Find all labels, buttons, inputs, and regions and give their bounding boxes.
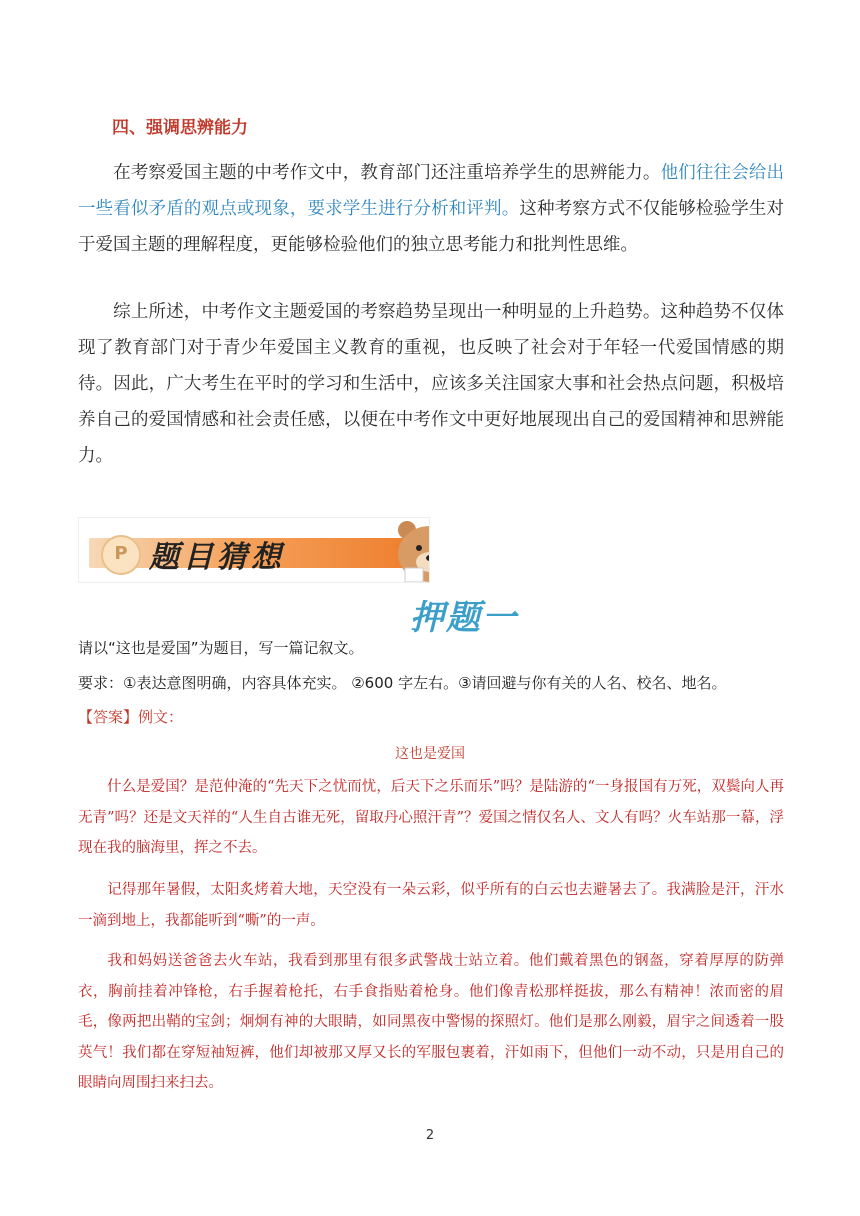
banner-title: 题目猜想 [149,540,285,575]
essay-paragraph [78,772,784,864]
topic-guess-banner [78,517,430,583]
coin-logo-letter: P [114,543,128,564]
page-number: 2 [425,1128,435,1143]
essay-title: 这也是爱国 [395,746,465,762]
essay-text: 我和妈妈送爸爸去火车站，我看到那里有很多武警战士站立着。他们戴着黑色的钢盔，穿着厚厚的防弹衣，胸前挂着冲锋枪，右手握着枪托，右手食指贴着枪身。他们像青松那样挺拔，那么有精神！浓而密的眉毛，像两把出鞘的宝剑；炯炯有神的大眼睛，如同黑夜中警惕的探照灯。他们是那么刚毅，眉宇之间透着一股英气！我们都在穿短袖短裤，他们却被那又厚又长的军服包裹着，汗如雨下，但他们一动不动，只是用自己的眼睛向周围扫来扫去。 [78,953,784,1091]
paragraph-summary [78,294,784,474]
highlighted-text: 他们往往会给出一些看似矛盾的观点或现象，要求学生进行分析和评判。 [78,163,785,219]
paragraph-text: 综上所述，中考作文主题爱国的考察趋势呈现出一种明显的上升趋势。这种趋势不仅体现了教育部门对于青少年爱国主义教育的重视，也反映了社会对于年轻一代爱国情感的期待。因此，广大考生在平时的学习和生活中，应该多关注国家大事和社会热点问题，积极培养自己的爱国情感和社会责任感，以便在中考作文中更好地展现出自己的爱国精神和思辨能力。 [78,302,784,466]
essay-text: 记得那年暑假，太阳炙烤着大地，天空没有一朵云彩，似乎所有的白云也去避暑去了。我满脸是汗，汗水一滴到地上，我都能听到“嘶”的一声。 [78,882,784,929]
answer-label: 【答案】例文： [78,708,184,726]
paragraph-critical-thinking [78,155,784,263]
bear-mascot-icon [387,518,430,582]
prediction-stamp: 押题一 [410,598,518,638]
coin-logo-icon [101,535,141,575]
paragraph-text: 这种考察方式不仅能够检验学生对于爱国主题的理解程度，更能够检验他们的独立思考能力和批判性思维。 [78,199,785,255]
paragraph-text: 在考察爱国主题的中考作文中，教育部门还注重培养学生的思辨能力。 [113,163,661,183]
question-prompt: 请以“这也是爱国”为题目，写一篇记叙文。 [78,639,364,657]
question-requirements: 要求：①表达意图明确，内容具体充实。 ②600 字左右。③请回避与你有关的人名、校名、地名。 [78,674,727,692]
section-title: 四、强调思辨能力 [112,118,248,138]
essay-paragraph [78,875,784,936]
essay-text: 什么是爱国？是范仲淹的“先天下之忧而忧，后天下之乐而乐”吗？是陆游的“一身报国有万死，双鬓向人再无青”吗？还是文天祥的“人生自古谁无死，留取丹心照汗青”？爱国之情仅名人、文人有吗？火车站那一幕，浮现在我的脑海里，挥之不去。 [78,779,785,856]
essay-paragraph [78,946,784,1099]
